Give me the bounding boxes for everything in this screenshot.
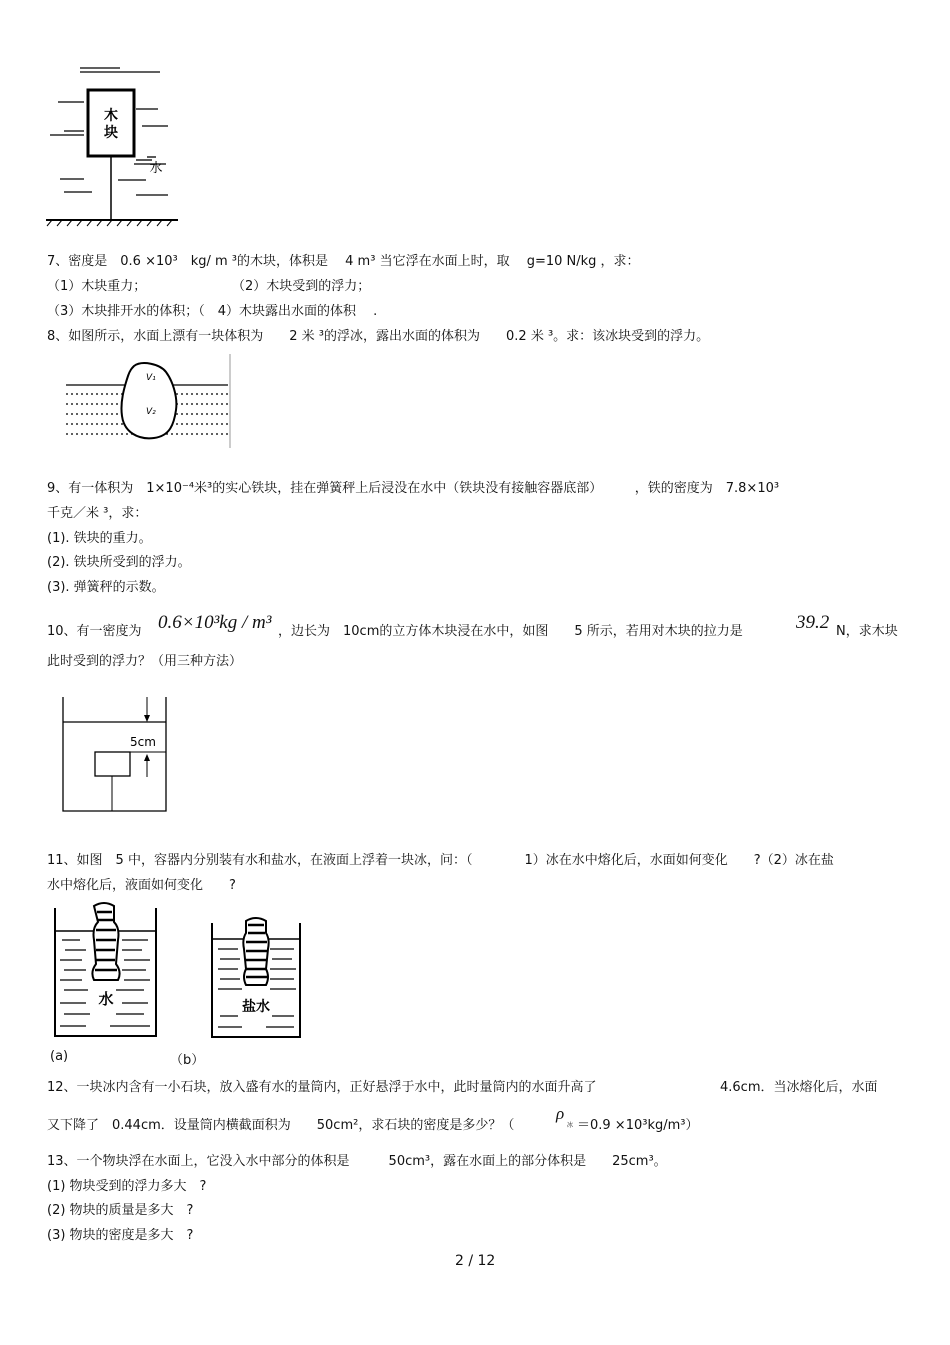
q9-item3: (3). 弹簧秤的示数。 [47,580,165,595]
rho-symbol: ρ [556,1104,565,1123]
q9-line1: 9、有一体积为 1×10⁻⁴米³的实心铁块，挂在弹簧秤上后浸没在水中（铁块没有接触容器底部） ，铁的密度为 7.8×10³ [47,481,780,496]
water-label: 水 [149,161,163,176]
v1-label: V₁ [146,373,156,383]
q11-line1: 11、如图 5 中，容器内分别装有水和盐水，在液面上浮着一块冰，问：（ 1）冰在水中熔化后，水面如何变化 ?（2）冰在盐 [47,853,834,868]
q9-item1: (1). 铁块的重力。 [47,531,152,546]
cube-container-figure [60,695,172,815]
q7-line2a: （1）木块重力； [47,279,147,294]
ice-in-salt-water-figure [208,915,306,1040]
caption-a: (a) [50,1049,69,1064]
q13-item2: (2) 物块的质量是多大 ? [47,1203,194,1218]
page-number: 2 / 12 [455,1253,496,1269]
q12-line1b: 4.6cm．当冰熔化后，水面 [720,1080,878,1095]
wood-label-1: 木 [104,108,118,124]
q10-force: 39.2 [796,612,830,633]
q7-line2b: （2）木块受到的浮力； [232,279,371,294]
q8-line1: 8、如图所示，水面上漂有一块体积为 2 米 ³的浮冰，露出水面的体积为 0.2 米 ³。求：该冰块受到的浮力。 [47,329,710,344]
q10-mid: ，边长为 10cm的立方体木块浸在水中，如图 5 所示，若用对木块的拉力是 [278,624,743,639]
q7-line1: 7、密度是 0.6 ×10³ kg/ m ³的木块，体积是 4 m³ 当它浮在水面上时，取 g=10 N/kg ，求： [47,254,640,269]
q11-line2: 水中熔化后，液面如何变化 ? [47,878,236,893]
q9-line2: 千克／米 ³，求： [47,506,148,521]
q9-item2: (2). 铁块所受到的浮力。 [47,555,191,570]
q10-line2: 此时受到的浮力？（用三种方法） [47,654,243,669]
q13-item1: (1) 物块受到的浮力多大 ? [47,1179,207,1194]
q13-item3: (3) 物块的密度是多大 ? [47,1228,194,1243]
rho-subscript: 冰 [567,1122,574,1129]
q12-line1a: 12、一块冰内含有一小石块，放入盛有水的量筒内，正好悬浮于水中，此时量筒内的水面升高了 [47,1080,597,1095]
ice-in-water-figure [50,900,162,1040]
ice-floe-figure [62,352,234,450]
q10-density: 0.6×10³kg / m³ [158,612,272,633]
caption-b: （b） [170,1053,205,1068]
q12-line2: 又下降了 0.44cm．设量筒内横截面积为 50cm²，求石块的密度是多少？（ [47,1118,515,1133]
salt-water-container-label: 盐水 [242,999,270,1015]
wood-block-figure [44,62,184,227]
q7-line3: （3）木块排开水的体积；（ 4）木块露出水面的体积 . [47,304,378,319]
q13-line1: 13、一个物块浮在水面上，它没入水中部分的体积是 50cm³，露在水面上的部分体积是 25cm³。 [47,1154,667,1169]
q10-fig-label: 5cm [130,735,156,749]
v2-label: V₂ [146,407,156,417]
q12-line2-end: ＝0.9 ×10³kg/m³） [577,1118,699,1133]
wood-label-2: 块 [104,125,118,141]
q10-suffix: N，求木块 [836,624,898,639]
q10-prefix: 10、有一密度为 [47,624,142,639]
water-container-label: 水 [98,990,114,1008]
